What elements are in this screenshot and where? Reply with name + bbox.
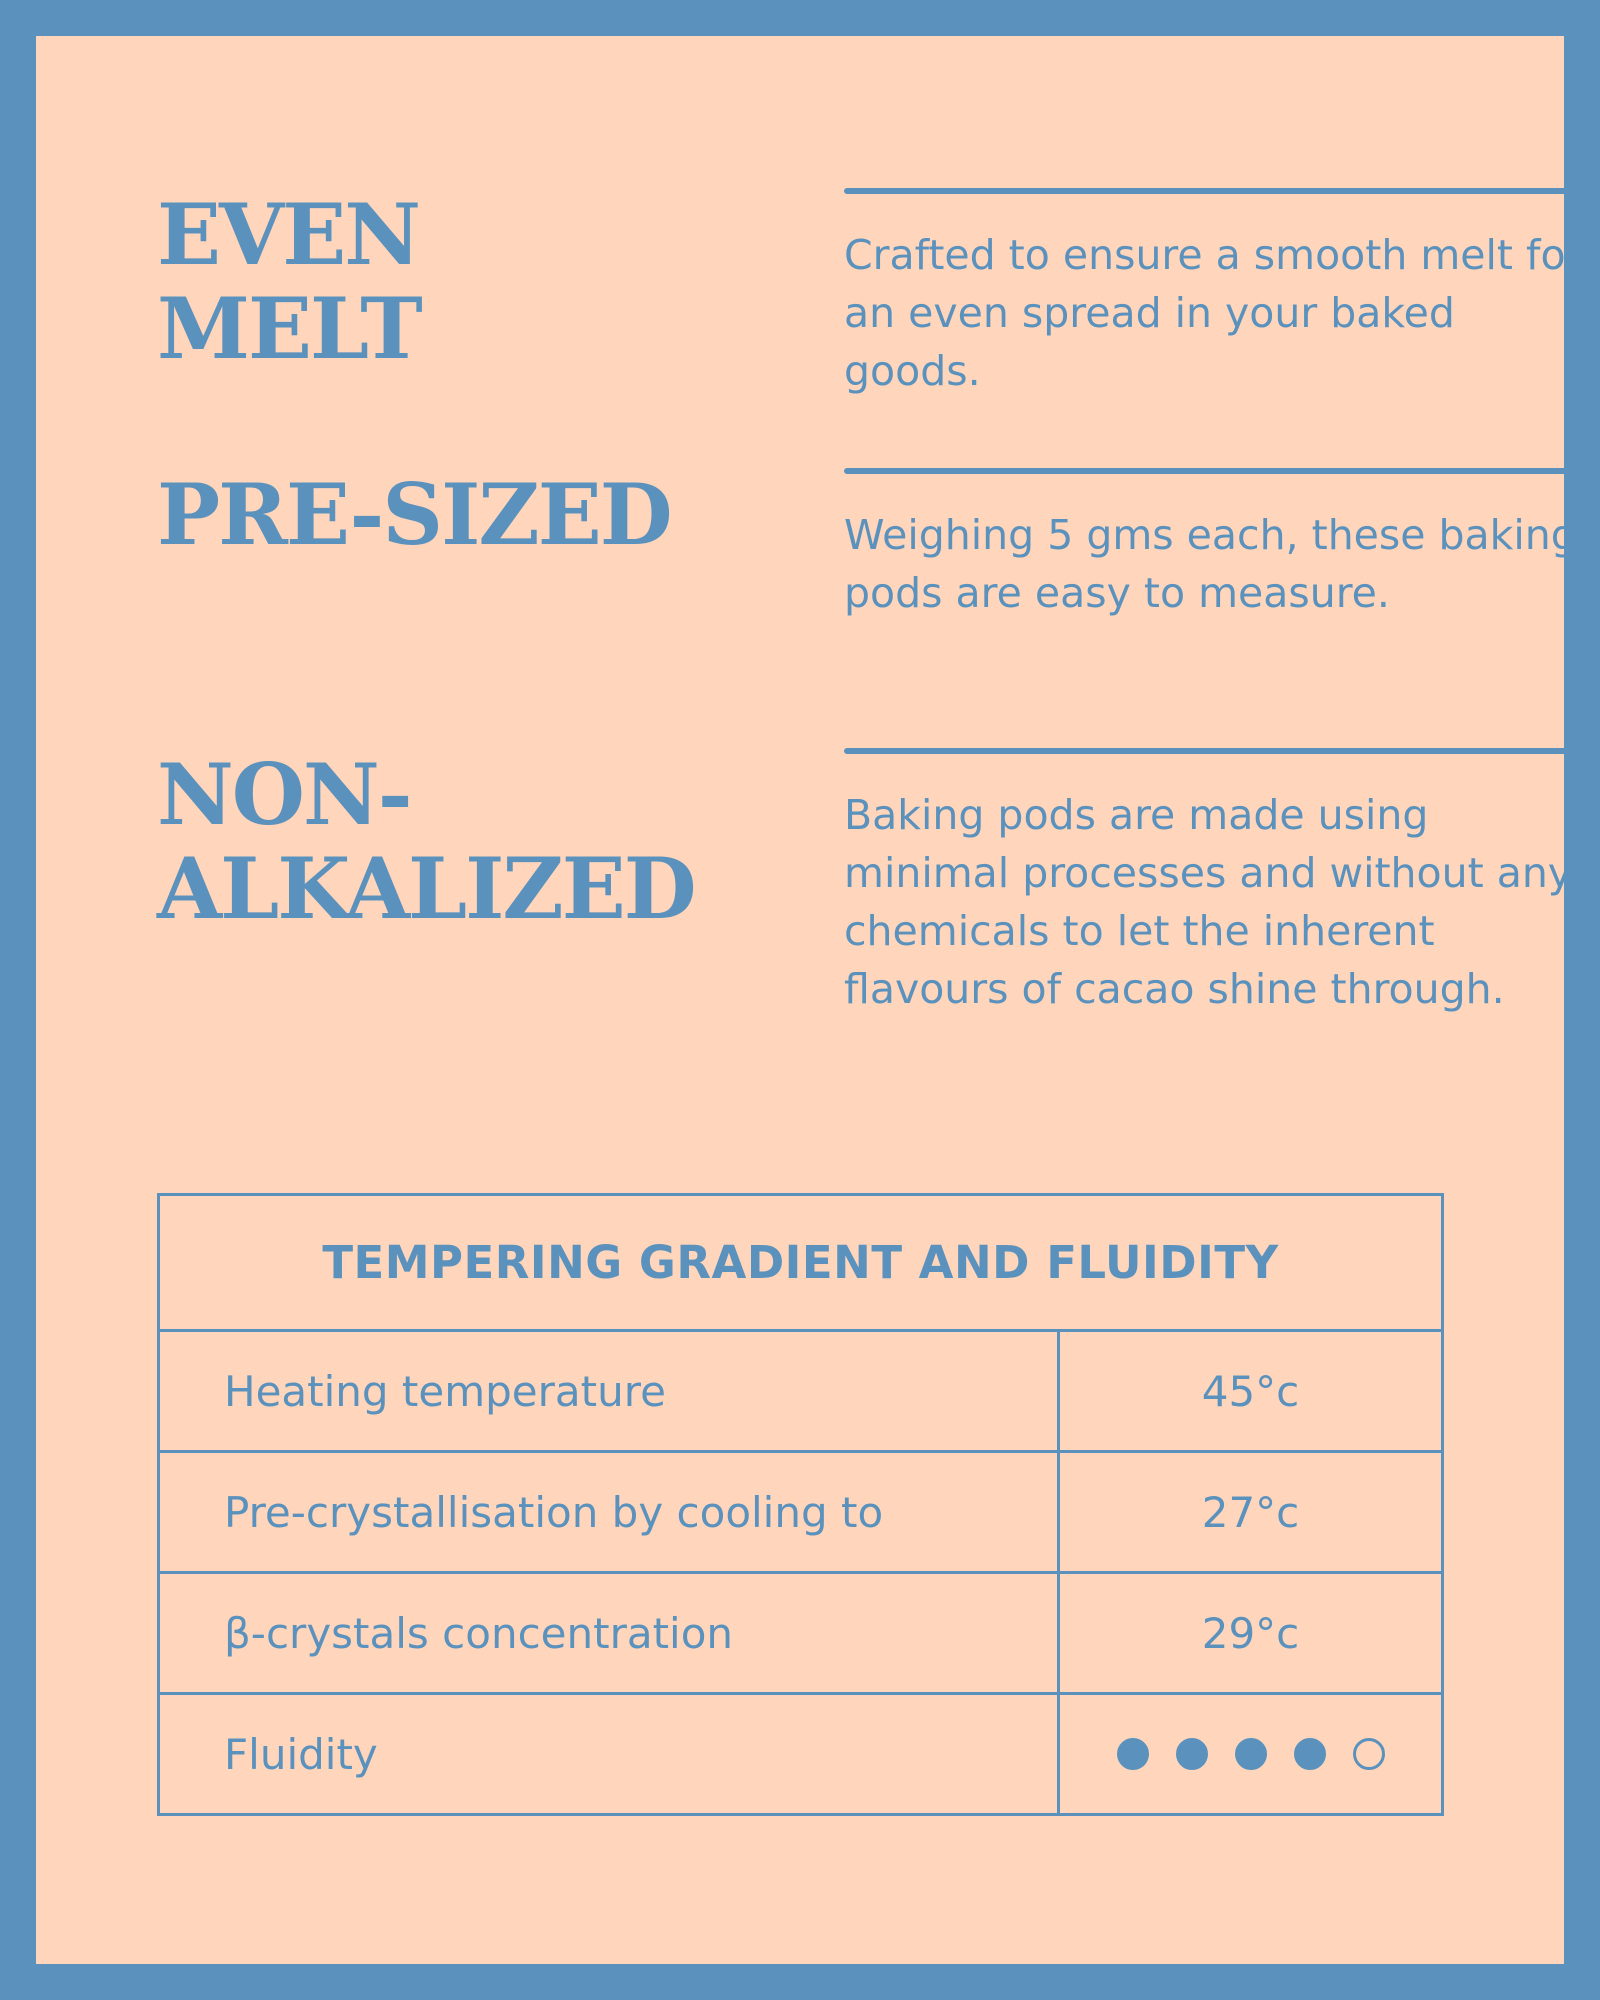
rating-dot-filled (1294, 1738, 1326, 1770)
row-value (1060, 1695, 1441, 1813)
row-label: Heating temperature (160, 1332, 1060, 1450)
feature-title: PRE-SIZED (157, 465, 671, 564)
divider-line (844, 188, 1574, 194)
table-row (160, 1574, 1441, 1695)
rating-dot-filled (1235, 1738, 1267, 1770)
row-label: Pre-crystallisation by cooling to (160, 1453, 1060, 1571)
divider-line (844, 748, 1574, 754)
feature-description: Baking pods are made using minimal processes and without any chemicals to let the inherent flavours of cacao shine through. (844, 791, 1573, 1013)
row-label: β-crystals concentration (160, 1574, 1060, 1692)
row-value: 29°c (1201, 1608, 1300, 1658)
table-row (160, 1695, 1441, 1813)
divider-line (844, 468, 1574, 474)
row-value: 45°c (1201, 1366, 1300, 1416)
feature-title: EVEN MELT (157, 185, 421, 378)
feature-description: Crafted to ensure a smooth melt for an even spread in your baked goods. (844, 231, 1583, 395)
fluidity-rating (1117, 1738, 1385, 1770)
row-value: 27°c (1201, 1487, 1300, 1537)
table-row (160, 1453, 1441, 1574)
table-title: TEMPERING GRADIENT AND FLUIDITY (160, 1196, 1441, 1332)
row-label: Fluidity (160, 1695, 1060, 1813)
table-row (160, 1332, 1441, 1453)
rating-dot-empty (1353, 1738, 1385, 1770)
feature-description: Weighing 5 gms each, these baking pods are easy to measure. (844, 511, 1577, 617)
card-panel (36, 36, 1583, 1964)
rating-dot-filled (1117, 1738, 1149, 1770)
tempering-table (157, 1193, 1444, 1816)
rating-dot-filled (1176, 1738, 1208, 1770)
feature-title: NON- ALKALIZED (157, 745, 695, 938)
